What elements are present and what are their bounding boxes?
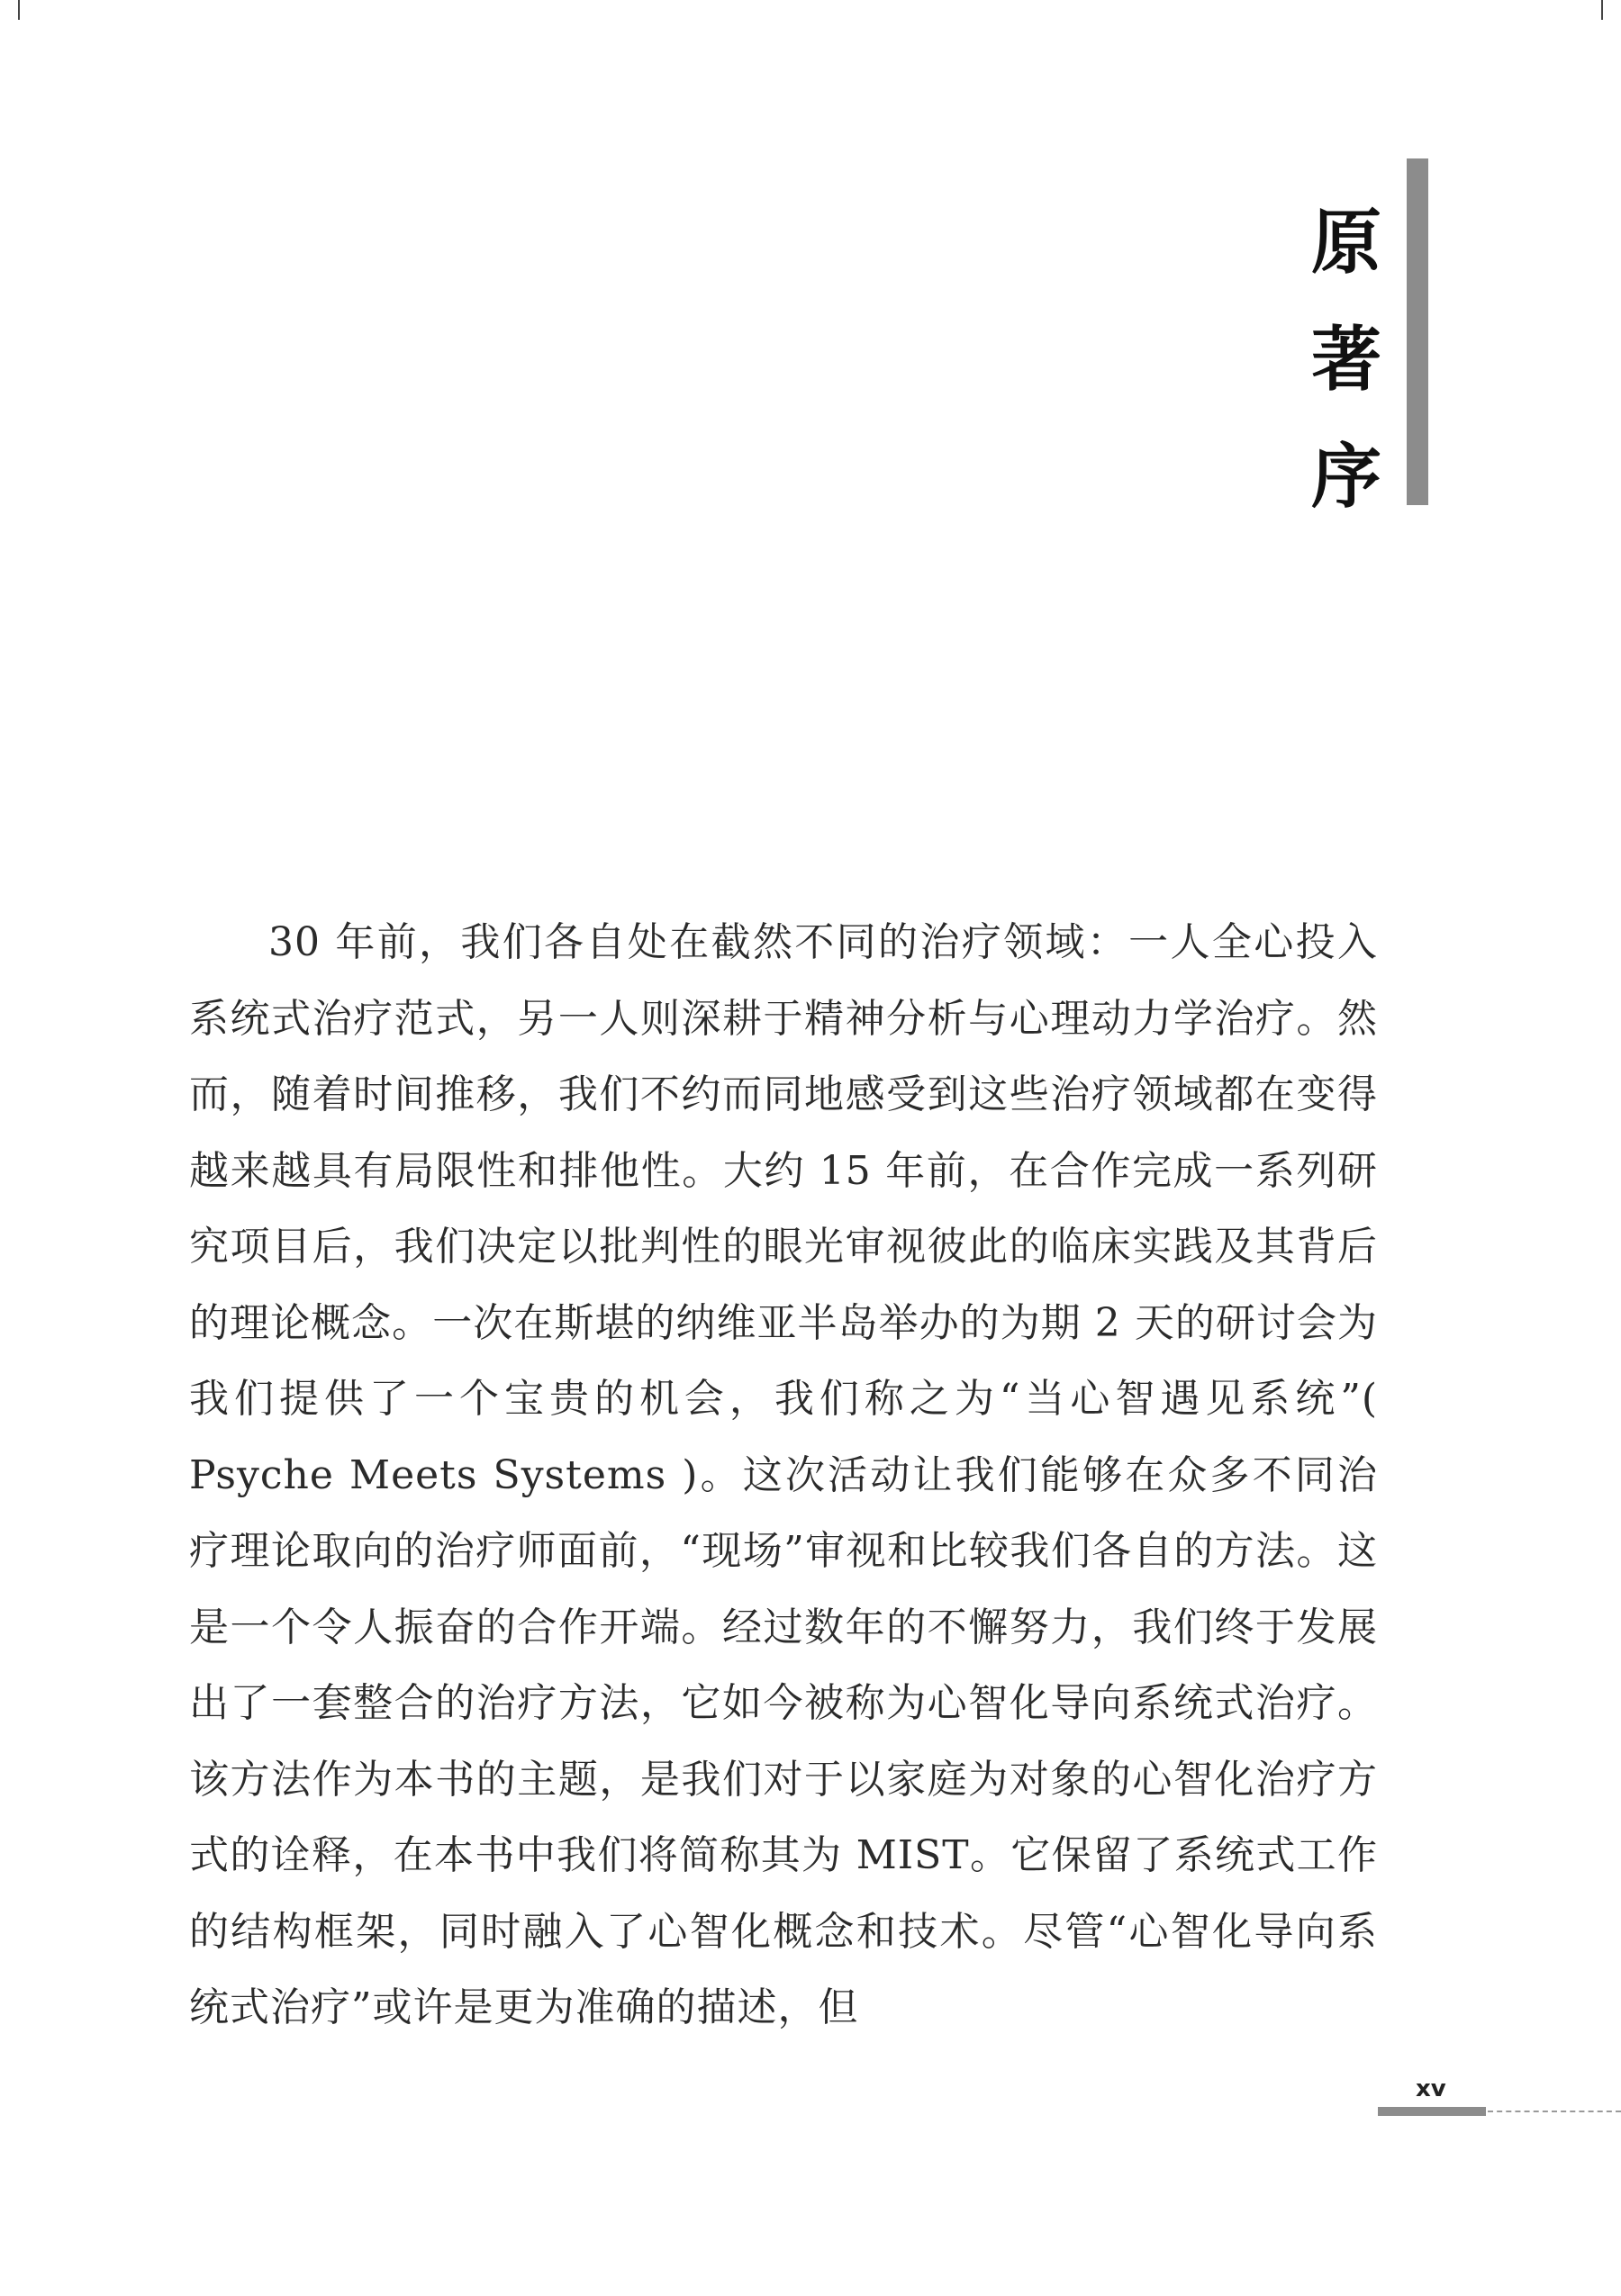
chapter-title — [1297, 185, 1396, 536]
crop-mark-right — [1601, 0, 1603, 20]
title-char-3: 序 — [1310, 437, 1381, 518]
title-accent-bar — [1407, 158, 1428, 505]
title-char-1: 原 — [1310, 203, 1381, 284]
page-number: xv — [1416, 2075, 1446, 2102]
footer-accent-bar — [1378, 2107, 1486, 2116]
footer-dashed-rule — [1488, 2111, 1621, 2112]
body-paragraph: 30 年前，我们各自处在截然不同的治疗领域：一人全心投入系统式治疗范式，另一人则深耕于精神分析与心理动力学治疗。然而，随着时间推移，我们不约而同地感受到这些治疗领域都在变得越来越具有局限性和排他性。大约 15 年前，在合作完成一系列研究项目后，我们决定以批判性的眼光审视彼此的临床实践及其背后的理论概念。一次在斯堪的纳维亚半岛举办的为期 2 天的研讨会为我们提供了一个宝贵的机会，我们称之为“当心智遇见系统”( Psyche Meets Systems )。这次活动让我们能够在众多不同治疗理论取向的治疗师面前，“现场”审视和比较我们各自的方法。这是一个令人振奋的合作开端。经过数年的不懈努力，我们终于发展出了一套整合的治疗方法，它如今被称为心智化导向系统式治疗。该方法作为本书的主题，是我们对于以家庭为对象的心智化治疗方式的诠释，在本书中我们将简称其为 MIST。它保留了系统式工作的结构框架，同时融入了心智化概念和技术。尽管“心智化导向系统式治疗”或许是更为准确的描述，但 — [189, 919, 1378, 2030]
title-char-2: 著 — [1310, 320, 1381, 401]
crop-mark-left — [18, 0, 20, 20]
